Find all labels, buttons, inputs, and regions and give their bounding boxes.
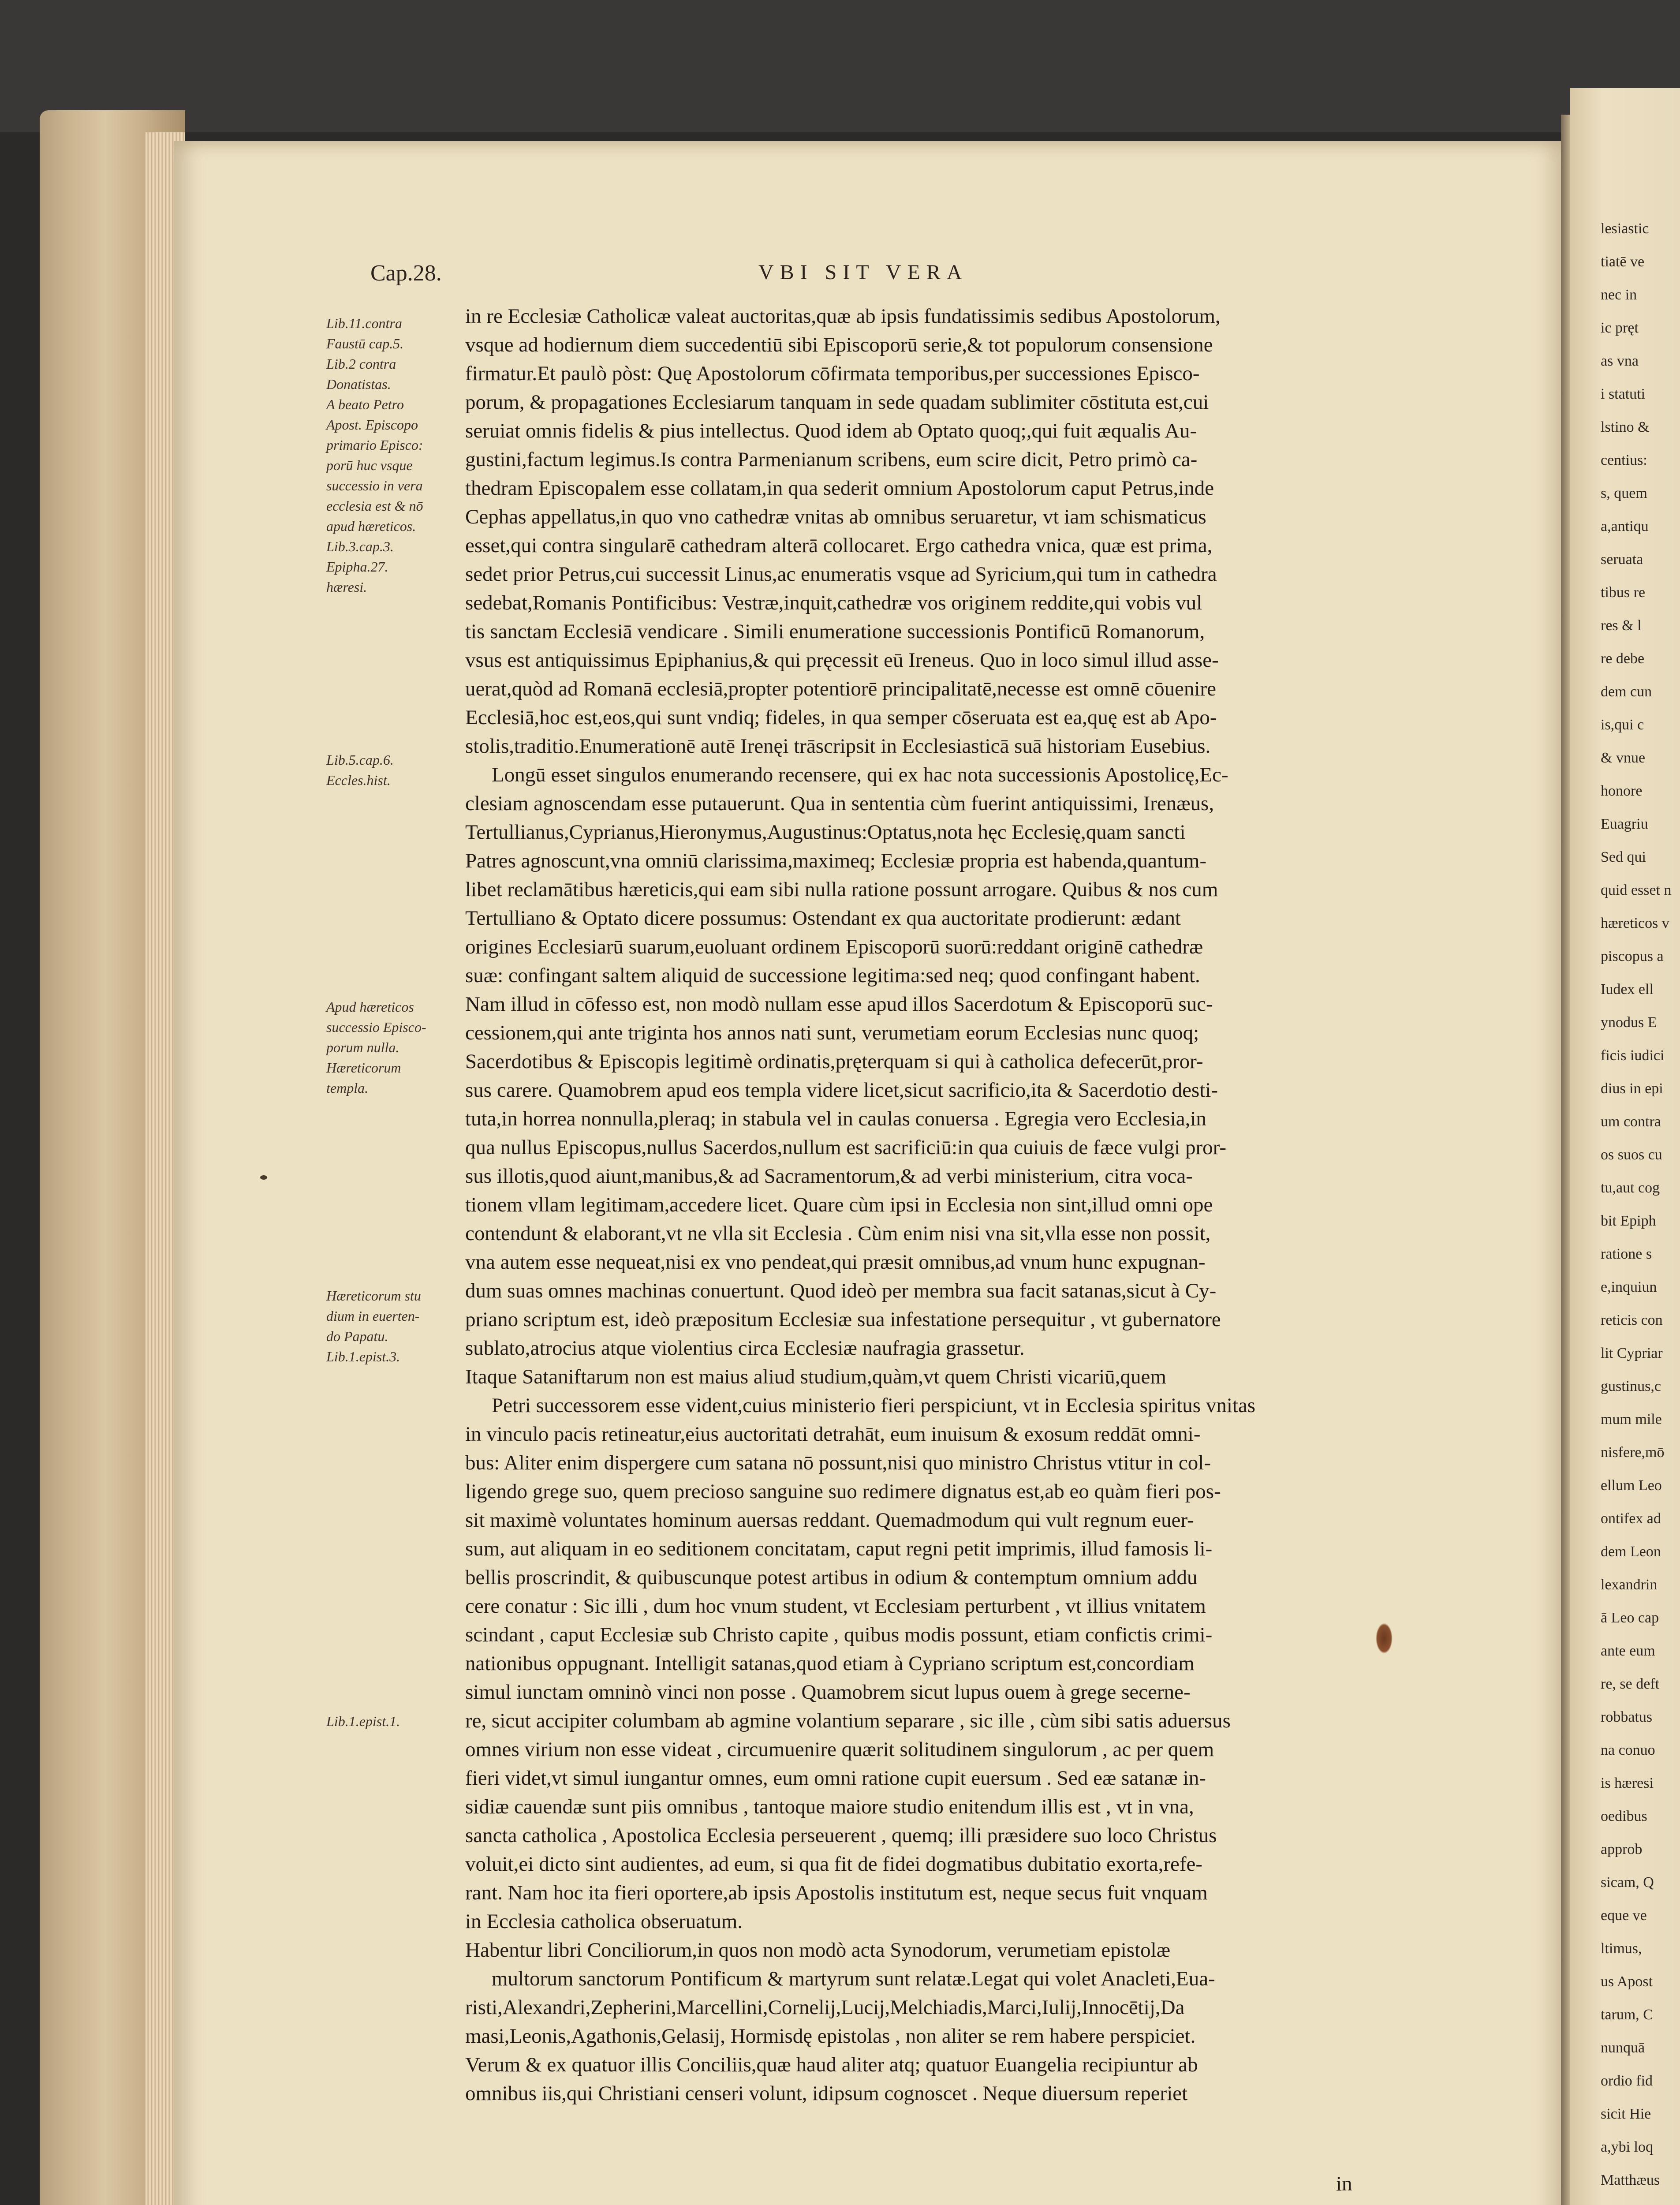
catchword: in [1336, 2172, 1352, 2195]
right-page-line: lstino & [1601, 419, 1650, 435]
right-page-line: nisfere,mō [1601, 1444, 1665, 1461]
right-page-line: robbatus [1601, 1709, 1653, 1725]
text-line: Tertulliano & Optato dicere possumus: Ostendant ex qua auctoritate prodierunt: ædant [465, 907, 1181, 930]
text-line: voluit,ei dicto sint audientes, ad eum, si qua fit de fidei dogmatibus dubitatio exorta,refe- [465, 1853, 1202, 1876]
text-line: vsus est antiquissimus Epiphanius,& qui pręcessit eū Ireneus. Quo in loco simul illud asse- [465, 649, 1219, 672]
right-page-line: a,ybi loq [1601, 2139, 1653, 2155]
right-page-line: is,qui c [1601, 717, 1644, 733]
text-line: fieri videt,vt simul iungantur omnes, eum omni ratione cupit euersum . Sed eæ satanæ in- [465, 1767, 1206, 1790]
text-line: sancta catholica , Apostolica Ecclesia perseuerent , quemq; illi præsidere suo loco Christus [465, 1824, 1217, 1847]
text-line: dum suas omnes machinas conuertunt. Quod ideò per membra sua facit satanas,sicut à Cy- [465, 1279, 1217, 1302]
text-line: simul iunctam omninò vinci non posse . Quamobrem sicut lupus ouem à grege secerne- [465, 1681, 1191, 1704]
right-page-line: re debe [1601, 650, 1645, 667]
right-page-line: mum mile [1601, 1411, 1662, 1428]
text-line: firmatur.Et paulò pòst: Quę Apostolorum cōfirmata temporibus,per successiones Episco- [465, 362, 1200, 385]
right-page-line: dius in epi [1601, 1080, 1663, 1097]
right-page-line: piscopus a [1601, 948, 1664, 964]
text-line: in Ecclesia catholica obseruatum. [465, 1910, 743, 1933]
right-page-line: approb [1601, 1841, 1643, 1857]
right-page-line: dem Leon [1601, 1544, 1661, 1560]
text-line: thedram Episcopalem esse collatam,in qua sederit omnium Apostolorum caput Petrus,inde [465, 477, 1214, 500]
right-page-line: um contra [1601, 1114, 1661, 1130]
text-line: Longū esset singulos enumerando recensere, qui ex hac nota successionis Apostolicę,Ec- [492, 763, 1228, 786]
text-line: stolis,traditio.Enumerationē autē Irenęi trāscripsit in Ecclesiasticā suā historiam Eusebius. [465, 735, 1211, 758]
text-line: contendunt & elaborant,vt ne vlla sit Ecclesia . Cùm enim nisi vna sit,vlla esse non possit, [465, 1222, 1211, 1245]
text-line: Habentur libri Conciliorum,in quos non modò acta Synodorum, verumetiam epistolæ [465, 1939, 1171, 1962]
text-line: clesiam agnoscendam esse putauerunt. Qua in sententia cùm fuerint antiquissimi, Irenæus, [465, 792, 1214, 815]
text-line: Patres agnoscunt,vna omniū clarissima,maximeq; Ecclesiæ propria est habenda,quantum- [465, 849, 1207, 872]
background-top [0, 0, 1680, 132]
text-line: qua nullus Episcopus,nullus Sacerdos,nullum est sacrificiū:in qua cuiuis de fæce vulgi pror- [465, 1136, 1226, 1159]
text-line: porum, & propagationes Ecclesiarum tanquam in sede quadam sublimiter cōstituta est,cui [465, 391, 1209, 414]
right-page-line: sicam, Q [1601, 1874, 1654, 1891]
marginal-note-line: primario Episco: [326, 437, 423, 453]
right-page-line: gustinus,c [1601, 1378, 1661, 1394]
marginal-note-line: porū huc vsque [326, 457, 413, 473]
ink-dot [260, 1175, 267, 1180]
right-page-line: dem cun [1601, 684, 1652, 700]
marginal-note-line: dium in euerten- [326, 1308, 420, 1324]
right-page-line: ontifex ad [1601, 1510, 1661, 1527]
right-page-line: na conuo [1601, 1742, 1655, 1758]
text-line: re, sicut accipiter columbam ab agmine volantium separare , sic ille , cùm sibi satis aduersus [465, 1709, 1231, 1732]
right-page-line: ynodus E [1601, 1014, 1657, 1031]
text-line: Ecclesiā,hoc est,eos,qui sunt vndiq; fideles, in qua semper cōseruata est ea,quę est ab Apo- [465, 706, 1217, 729]
right-page-fragment [1570, 88, 1680, 2205]
text-line: sit maximè voluntates hominum auersas reddant. Quemadmodum qui vult regnum euer- [465, 1509, 1194, 1532]
text-line: sublato,atrocius atque violentius circa Ecclesiæ naufragia grassetur. [465, 1337, 1025, 1360]
right-page-line: ratione s [1601, 1246, 1652, 1262]
marginal-note-line: Hæreticorum [326, 1060, 401, 1076]
right-page-line: ordio fid [1601, 2073, 1653, 2089]
text-line: sedebat,Romanis Pontificibus: Vestræ,inquit,cathedræ vos originem reddite,qui vobis vul [465, 591, 1202, 614]
right-page-line: ā Leo cap [1601, 1610, 1659, 1626]
text-line: nationibus oppugnant. Intelligit satanas,quod etiam à Cypriano scriptum est,concordiam [465, 1652, 1195, 1675]
marginal-note-line: Lib.3.cap.3. [326, 538, 394, 554]
marginal-note-line: hæresi. [326, 579, 367, 595]
marginal-note-line: successio in vera [326, 478, 423, 493]
marginal-note-line: Lib.1.epist.3. [326, 1349, 400, 1364]
right-page-line: nunquā [1601, 2040, 1645, 2056]
right-page-line: as vna [1601, 353, 1639, 369]
right-page-line: us Apost [1601, 1973, 1653, 1990]
marginal-note-line: Hæreticorum stu [326, 1288, 421, 1304]
text-line: gustini,factum legimus.Is contra Parmenianum scribens, eum scire dicit, Petro primò ca- [465, 448, 1198, 471]
right-page-line: & vnue [1601, 750, 1646, 766]
marginal-note [326, 1711, 459, 1731]
text-line: cessionem,qui ante triginta hos annos nati sunt, verumetiam eorum Ecclesias nunc quoq; [465, 1021, 1199, 1044]
text-line: ligendo grege suo, quem precioso sanguine suo redimere dignatus est,ab eo quàm fieri pos- [465, 1480, 1221, 1503]
right-page-line: Iudex ell [1601, 981, 1654, 998]
text-line: in vinculo pacis retineatur,eius auctoritati detrahāt, eum inuisum & exosum reddāt omni- [465, 1423, 1201, 1446]
right-page-line: tibus re [1601, 584, 1646, 601]
right-page-line: lesiastic [1601, 220, 1649, 237]
text-line: origines Ecclesiarū suarum,euoluant ordinem Episcoporū suorū:reddant originē cathedræ [465, 935, 1203, 958]
marginal-note-line: apud hæreticos. [326, 518, 416, 534]
text-line: rant. Nam hoc ita fieri oportere,ab ipsis Apostolis institutum est, neque secus fuit vnquam [465, 1881, 1208, 1904]
right-page-line: bit Epiph [1601, 1213, 1656, 1229]
text-line: priano scriptum est, ideò præpositum Ecclesiæ sua infestatione persequitur , vt gubernatore [465, 1308, 1221, 1331]
marginal-note-line: do Papatu. [326, 1328, 388, 1344]
right-page-line: reticis con [1601, 1312, 1663, 1328]
text-line: vsque ad hodiernum diem succedentiū sibi Episcoporū serie,& tot populorum consensione [465, 333, 1213, 356]
right-page-line: honore [1601, 783, 1643, 799]
text-line: bus: Aliter enim dispergere cum satana nō possunt,nisi quo ministro Christus vtitur in col- [465, 1451, 1211, 1474]
text-line: vna autem esse nequeat,nisi ex vno pendeat,qui præsit omnibus,ad vnum hunc expugnan- [465, 1251, 1206, 1274]
text-line: in re Ecclesiæ Catholicæ valeat auctoritas,quæ ab ipsis fundatissimis sedibus Apostolorum, [465, 305, 1221, 328]
marginal-note-line: Faustū cap.5. [326, 336, 404, 351]
text-line: esset,qui contra singularē cathedram alterā collocaret. Ergo cathedra vnica, quæ est prima, [465, 534, 1213, 557]
running-title: VBI SIT VERA [758, 261, 968, 284]
right-page-line: Euagriu [1601, 816, 1648, 832]
right-page-line: re, se deft [1601, 1676, 1660, 1692]
marginal-note-line: Eccles.hist. [326, 772, 391, 788]
text-line: Petri successorem esse vident,cuius ministerio fieri perspiciunt, vt in Ecclesia spiritus vnitas [492, 1394, 1256, 1417]
text-line: tis sanctam Ecclesiā vendicare . Simili enumeratione successionis Pontificū Romanorum, [465, 620, 1205, 643]
chapter-number: Cap.28. [370, 261, 442, 286]
text-line: seruiat omnis fidelis & pius intellectus. Quod idem ab Optato quoq;,qui fuit æqualis Au- [465, 419, 1197, 442]
right-page-line: sicit Hie [1601, 2106, 1651, 2122]
right-page-line: ic pręt [1601, 320, 1639, 336]
text-line: Sacerdotibus & Episcopis legitimè ordinatis,pręterquam si qui à catholica defecerūt,pror- [465, 1050, 1203, 1073]
marginal-note-line: successio Episco- [326, 1019, 426, 1035]
right-page-line: os suos cu [1601, 1147, 1662, 1163]
text-line: uerat,quòd ad Romanā ecclesiā,propter potentiorē principalitatē,necesse est omnē cōuenire [465, 677, 1217, 700]
text-line: Cephas appellatus,in quo vno cathedræ vnitas ab omnibus seruaretur, vt iam schismaticus [465, 505, 1206, 528]
text-line: Verum & ex quatuor illis Conciliis,quæ haud aliter atq; quatuor Euangelia recipiuntur ab [465, 2053, 1198, 2076]
right-page-line: e,inquiun [1601, 1279, 1657, 1295]
right-page-line: seruata [1601, 551, 1643, 568]
right-page-line: a,antiqu [1601, 518, 1649, 534]
right-page-line: centius: [1601, 452, 1647, 468]
right-page-line: tiatē ve [1601, 254, 1645, 270]
right-page-line: Sed qui [1601, 849, 1646, 865]
text-line: omnibus iis,qui Christiani censeri volunt, idipsum cognoscet . Neque diuersum reperiet [465, 2082, 1188, 2105]
marginal-note-line: ecclesia est & nō [326, 498, 423, 514]
marginal-note [326, 1286, 459, 1367]
marginal-note [326, 750, 459, 790]
marginal-note-line: Lib.1.epist.1. [326, 1713, 400, 1729]
right-page-line: ante eum [1601, 1643, 1655, 1659]
right-page-line: eque ve [1601, 1907, 1647, 1924]
text-line: risti,Alexandri,Zepherini,Marcellini,Cornelij,Lucij,Melchiadis,Marci,Iulij,Innocētij,Da [465, 1996, 1185, 2019]
marginal-note-line: A beato Petro [326, 396, 404, 412]
text-line: sus illotis,quod aiunt,manibus,& ad Sacramentorum,& ad verbi ministerium, citra voca- [465, 1165, 1193, 1188]
text-line: Itaque Sataniftarum non est maius aliud studium,quàm,vt quem Christi vicariū,quem [465, 1365, 1166, 1388]
text-line: bellis proscrindit, & quibuscunque potest artibus in odium & contemptum omnium addu [465, 1566, 1198, 1589]
text-line: tionem vllam legitimam,accedere licet. Quare cùm ipsi in Ecclesia non sint,illud omni ope [465, 1193, 1213, 1216]
right-page-line: ltimus, [1601, 1940, 1642, 1957]
marginal-note-line: porum nulla. [326, 1039, 399, 1055]
right-page-line: hæreticos v [1601, 915, 1669, 931]
marginal-note-line: Apost. Episcopo [326, 417, 418, 433]
right-page-line: ficis iudici [1601, 1047, 1665, 1064]
marginal-note-line: Apud hæreticos [326, 999, 414, 1015]
right-page-line: i statuti [1601, 386, 1646, 402]
text-line: omnes virium non esse videat , circumuenire quærit solitudinem singulorum , ac per quem [465, 1738, 1214, 1761]
text-line: sedet prior Petrus,cui successit Linus,ac enumeratis vsque ad Syricium,qui tum in cathedra [465, 563, 1217, 586]
marginal-note-line: Lib.11.contra [326, 315, 402, 331]
marginal-note-line: Lib.5.cap.6. [326, 752, 394, 768]
text-line: Tertullianus,Cyprianus,Hieronymus,Augustinus:Optatus,nota hęc Ecclesię,quam sancti [465, 821, 1186, 844]
right-page-line: lexandrin [1601, 1577, 1658, 1593]
right-page-line: s, quem [1601, 485, 1647, 501]
ink-stain [1376, 1623, 1393, 1654]
text-line: cere conatur : Sic illi , dum hoc vnum student, vt Ecclesiam perturbent , vt illius vnitatem [465, 1595, 1206, 1618]
right-page-line: tarum, C [1601, 2007, 1653, 2023]
right-page-line: oedibus [1601, 1808, 1647, 1824]
right-page-line: lit Cypriar [1601, 1345, 1663, 1361]
right-page-line: Matthæus [1601, 2172, 1660, 2188]
text-line: scindant , caput Ecclesiæ sub Christo capite , quibus modis possunt, etiam confictis crimi- [465, 1623, 1213, 1646]
text-line: masi,Leonis,Agathonis,Gelasij, Hormisdę epistolas , non aliter se rem habere perspiciet. [465, 2025, 1196, 2048]
marginal-note-line: Lib.2 contra [326, 356, 396, 372]
marginal-note [326, 313, 459, 597]
right-page-line: res & l [1601, 617, 1642, 634]
right-page-line: tu,aut cog [1601, 1180, 1660, 1196]
marginal-note [326, 997, 459, 1098]
right-page-line: ellum Leo [1601, 1477, 1662, 1494]
text-line: tuta,in horrea nonnulla,pleraq; in stabula vel in caulas conuersa . Egregia vero Ecclesia,in [465, 1107, 1206, 1130]
text-line: suæ: confingant saltem aliquid de successione legitima:sed neq; quod confingant habent. [465, 964, 1200, 987]
right-page-line: nec in [1601, 287, 1637, 303]
right-page-line: quid esset n [1601, 882, 1672, 898]
right-page-line: is hæresi [1601, 1775, 1654, 1791]
text-line: libet reclamātibus hæreticis,qui eam sibi nulla ratione possunt arrogare. Quibus & nos cum [465, 878, 1218, 901]
marginal-note-line: Donatistas. [326, 376, 391, 392]
text-line: sus carere. Quamobrem apud eos templa videre licet,sicut sacrificio,ita & Sacerdotio desti- [465, 1079, 1218, 1102]
text-line: sum, aut aliquam in eo seditionem concitatam, caput regni petit imprimis, illud famosis li- [465, 1537, 1213, 1560]
marginal-note-line: Epipha.27. [326, 559, 388, 575]
text-line: sidiæ cauendæ sunt piis omnibus , tantoque maiore studio enitendum illis est , vt in vna, [465, 1795, 1194, 1818]
text-line: multorum sanctorum Pontificum & martyrum sunt relatæ.Legat qui volet Anacleti,Eua- [492, 1967, 1215, 1990]
marginal-note-line: templa. [326, 1080, 369, 1096]
text-line: Nam illud in cōfesso est, non modò nullam esse apud illos Sacerdotum & Episcoporū suc- [465, 993, 1213, 1016]
